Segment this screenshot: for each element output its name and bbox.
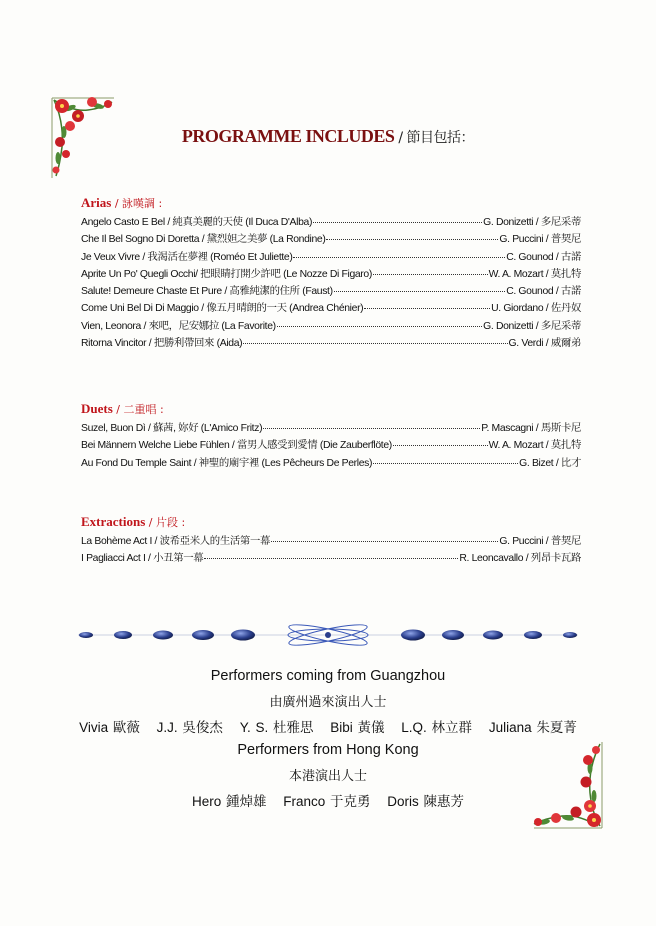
duet-row: Suzel, Buon Dì / 蘇茜, 妳好 (L'Amico Fritz) P. Mascagni / 馬斯卡尼 bbox=[81, 423, 581, 434]
aria-row: Ritorna Vincitor / 把勝利帶回來 (Aida) G. Verdi / 威爾弟 bbox=[81, 338, 581, 350]
aria-row: Come Uni Bel Di Di Maggio / 像五月晴朗的一天 (Andrea Chénier) U. Giordano / 佐丹奴 bbox=[81, 303, 581, 315]
performer-name: L.Q. 林立群 bbox=[401, 720, 473, 735]
aria-row: Salute! Demeure Chaste Et Pure / 高雅純潔的住所 (Faust) C. Gounod / 古諾 bbox=[81, 286, 581, 298]
performer-name: Doris 陳惠芳 bbox=[387, 794, 465, 809]
extractions-heading: Extractions / 片段 : bbox=[81, 514, 186, 529]
performer-name: Y. S. 杜雅思 bbox=[239, 720, 314, 735]
duets-heading: Duets / 二重唱 : bbox=[81, 401, 164, 416]
extractions-section bbox=[81, 514, 581, 568]
arias-section bbox=[81, 195, 581, 352]
hongkong-heading-zh: 本港演出人士 bbox=[288, 769, 367, 784]
performer-name: Juliana 朱夏菁 bbox=[488, 720, 577, 735]
duets-section bbox=[81, 401, 581, 472]
hongkong-heading-en: Performers from Hong Kong bbox=[237, 742, 419, 758]
guangzhou-performers bbox=[0, 716, 656, 736]
duet-row: Au Fond Du Temple Saint / 神聖的廟宇裡 (Les Pêcheurs De Perles) G. Bizet / 比才 bbox=[81, 457, 581, 469]
performer-name: Franco 于克勇 bbox=[283, 794, 371, 809]
decorative-divider bbox=[78, 620, 578, 650]
aria-row: Aprite Un Po' Quegli Occhi/ 把眼睛打開少許吧 (Le Nozze Di Figaro) W. A. Mozart / 莫扎特 bbox=[81, 268, 581, 280]
aria-row: Je Veux Vivre / 我渴活在夢裡 (Roméo Et Juliette) C. Gounod / 古諾 bbox=[81, 251, 581, 263]
performer-name: Vivia 歐薇 bbox=[79, 720, 140, 735]
guangzhou-heading-en: Performers coming from Guangzhou bbox=[210, 668, 446, 684]
extraction-row: La Bohème Act I / 波希亞米人的生活第一幕 G. Puccini / 普契尼 bbox=[81, 536, 581, 547]
programme-title bbox=[0, 126, 656, 147]
programme-title-en: PROGRAMME INCLUDES bbox=[181, 126, 395, 146]
aria-row: Vien, Leonora / 來吧，尼安娜拉 (La Favorite) G. Donizetti / 多尼采蒂 bbox=[81, 320, 581, 332]
aria-row: Che Il Bel Sogno Di Doretta / 黛烈妲之美夢 (La Rondine) G. Puccini / 普契尼 bbox=[81, 234, 581, 246]
performer-name: Bibi 黃儀 bbox=[330, 720, 385, 735]
floral-corner-bottom-right bbox=[528, 738, 606, 834]
duet-row: Bei Männern Welche Liebe Fühlen / 當男人感受到愛情 (Die Zauberflöte) W. A. Mozart / 莫扎特 bbox=[81, 440, 581, 452]
guangzhou-heading-zh: 由廣州過來演出人士 bbox=[269, 695, 387, 710]
performer-name: J.J. 吳俊杰 bbox=[156, 720, 223, 735]
extraction-row: I Pagliacci Act I / 小丑第一幕 R. Leoncavallo / 列昂卡瓦路 bbox=[81, 553, 581, 565]
programme-title-zh: / 節目包括： bbox=[394, 130, 475, 146]
performer-name: Hero 鍾焯雄 bbox=[191, 794, 267, 809]
arias-heading: Arias / 詠嘆調 : bbox=[81, 195, 163, 210]
aria-row: Angelo Casto E Bel / 純真美麗的天使 (Il Duca D'Alba) G. Donizetti / 多尼采蒂 bbox=[81, 217, 581, 228]
